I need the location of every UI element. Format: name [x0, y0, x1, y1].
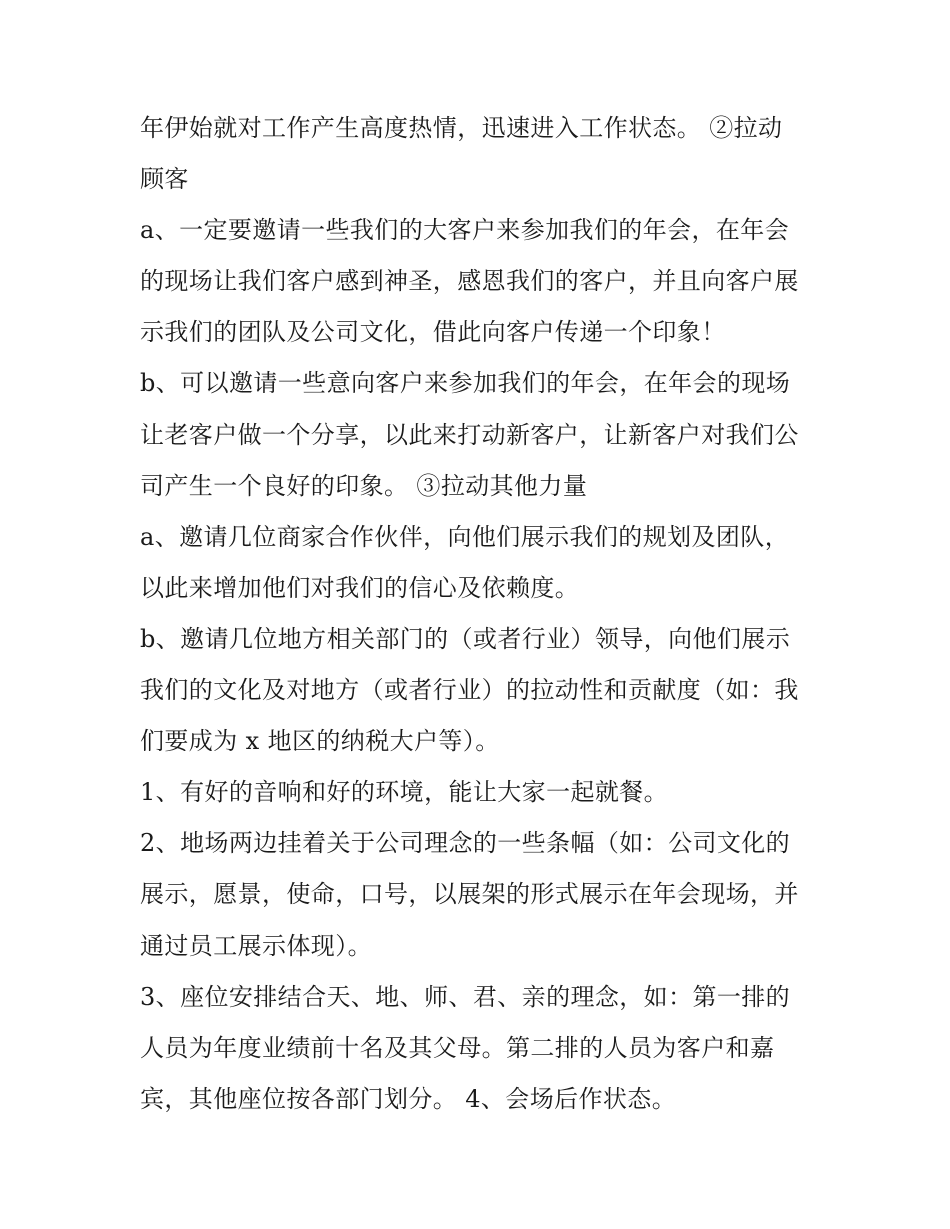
text-line: 1、有好的音响和好的环境，能让大家一起就餐。 [140, 778, 669, 807]
text-line: 展示，愿景，使命，口号，以展架的形式展示在年会现场，并 [140, 880, 799, 909]
text-line: a、一定要邀请一些我们的大客户来参加我们的年会，在年会 [140, 216, 790, 245]
text-line: 的现场让我们客户感到神圣，感恩我们的客户，并且向客户展 [140, 267, 799, 296]
text-line: 3、座位安排结合天、地、师、君、亲的理念，如：第一排的 [140, 982, 791, 1011]
text-line: 让老客户做一个分享，以此来打动新客户，让新客户对我们公 [140, 420, 799, 449]
document-body [140, 103, 820, 1125]
text-line: 以此来增加他们对我们的信心及依赖度。 [140, 573, 580, 602]
text-line: 宾，其他座位按各部门划分。 4、会场后作状态。 [140, 1084, 677, 1113]
text-line: 2、地场两边挂着关于公司理念的一些条幅（如：公司文化的 [140, 829, 791, 858]
text-line: b、可以邀请一些意向客户来参加我们的年会，在年会的现场 [140, 369, 791, 398]
text-line: b、邀请几位地方相关部门的（或者行业）领导，向他们展示 [140, 624, 791, 653]
text-line: 人员为年度业绩前十名及其父母。第二排的人员为客户和嘉 [140, 1033, 775, 1062]
text-line: 示我们的团队及公司文化，借此向客户传递一个印象！ [140, 318, 726, 347]
text-line: 我们的文化及对地方（或者行业）的拉动性和贡献度（如：我 [140, 676, 799, 705]
text-line: a、邀请几位商家合作伙伴，向他们展示我们的规划及团队， [140, 522, 790, 551]
text-line: 们要成为 x 地区的纳税大户等）。 [140, 727, 500, 756]
text-line: 顾客 [140, 165, 189, 194]
text-line: 年伊始就对工作产生高度热情，迅速进入工作状态。 ②拉动 [140, 114, 783, 142]
text-line: 司产生一个良好的印象。 ③拉动其他力量 [140, 471, 588, 500]
text-line: 通过员工展示体现）。 [140, 931, 372, 960]
